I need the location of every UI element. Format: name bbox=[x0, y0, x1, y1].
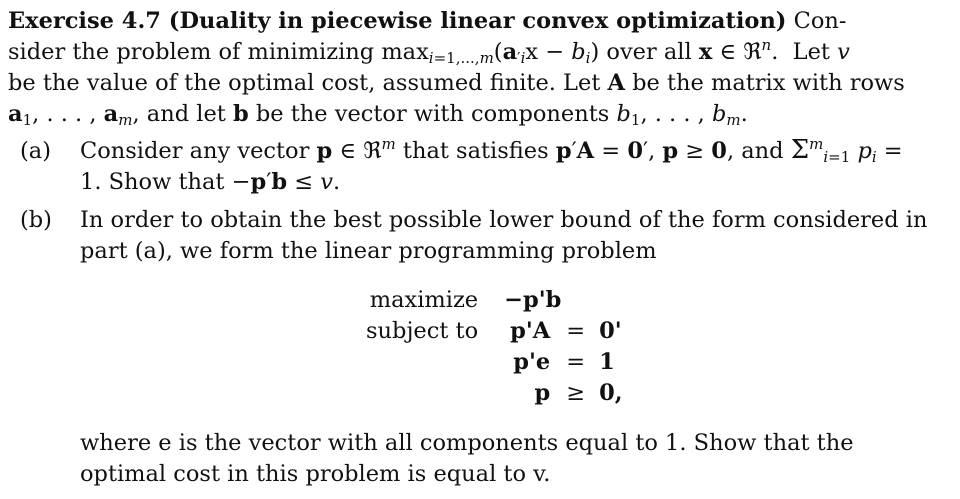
exercise-heading bbox=[8, 8, 786, 34]
lp-constraint-row bbox=[360, 378, 629, 409]
lp-objective: −p'b bbox=[504, 287, 562, 313]
part-b-text-before: In order to obtain the best possible lower bound of the form considered in part (a), we form the linear programming problem bbox=[80, 207, 928, 264]
lp-constraint-rhs: 0, bbox=[599, 380, 623, 406]
lp-constraint-lhs: p'A bbox=[510, 318, 551, 344]
lp-objective-row bbox=[360, 285, 629, 316]
exercise-label: Exercise 4.7 bbox=[8, 8, 161, 34]
part-a-label: (a) bbox=[20, 138, 51, 164]
part-b-label: (b) bbox=[20, 207, 52, 233]
exercise-intro: Exercise 4.7 (Duality in piecewise linear convex optimization) Con- sider the problem of minimizing $\max_{i=1,...,m}(a_{'i}x - b_i)$ over all x ∈ ℜ$^n$. Let v be the value of the optimal cost, assumed finite. Let A be the matrix with rows $a_1$, . . . , $a_m$, and let b be the vector with components $b_1$, . . . , $b_m$. bbox=[8, 8, 905, 129]
lp-constraint-lhs: p'e bbox=[513, 349, 551, 375]
lp-constraint-rel: = bbox=[566, 349, 586, 375]
exercise-title: (Duality in piecewise linear convex optimization) bbox=[168, 8, 787, 34]
lp-constraint-rel: ≥ bbox=[566, 380, 586, 406]
lp-constraint-rhs: 0' bbox=[599, 318, 622, 344]
part-a-text: Consider any vector p ∈ ℜ$^m$ that satisfies p′A = 0′, p ≥ 0, and $\Sigma^m_{i=1}$ $p_i$ = 1. Show that −p′b ≤ v. bbox=[80, 135, 903, 195]
lp-constraint-keyword: subject to bbox=[366, 318, 479, 344]
part-b-text-after: where e is the vector with all components equal to 1. Show that the optimal cost in this problem is equal to v. bbox=[80, 430, 854, 487]
lp-constraint-rhs: 1 bbox=[599, 349, 615, 375]
linear-program bbox=[360, 285, 629, 409]
lp-constraint-row bbox=[360, 316, 629, 347]
lp-constraint-rel: = bbox=[566, 318, 586, 344]
lp-objective-keyword: maximize bbox=[369, 287, 479, 313]
lp-constraint-row bbox=[360, 347, 629, 378]
lp-constraint-lhs: p bbox=[534, 380, 551, 406]
